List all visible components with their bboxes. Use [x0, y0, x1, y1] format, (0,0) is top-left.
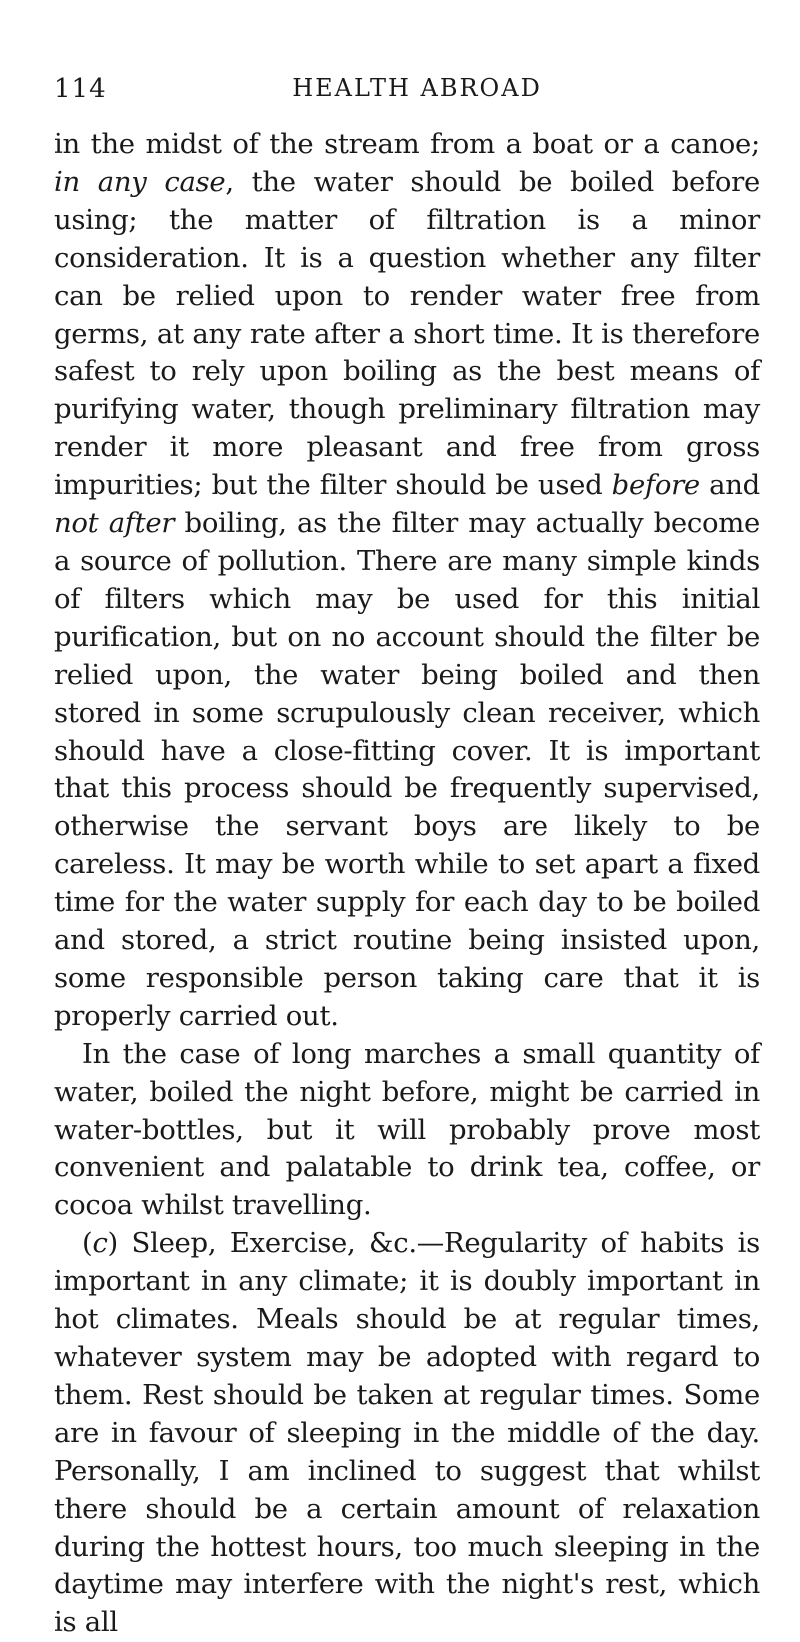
text-segment: ) Sleep, Exercise, &c.—Regularity of habits is important in any climate; it is doubly important in hot climates. Meals should be at regular times, whatever system may be adopted with regard to them. Rest should be taken at regular times. Some are in favour of sleeping in the middle of the day. Personally, I am inclined to suggest that whilst there should be a certain amount of relaxation during the hottest hours, too much sleeping in the daytime may interfere with the night's rest, which is all — [54, 1227, 760, 1639]
italic-segment: before — [611, 469, 700, 502]
paragraph-water-filtration — [54, 126, 760, 1036]
text-segment: , the water should be boiled before using; the matter of filtration is a minor consideration. It is a question whether any filter can be relied upon to render water free from germs, at any rate after a short time. It is therefore safest to rely upon boiling as the best means of purifying water, though preliminary filtration may render it more pleasant and free from gross impurities; but the filter should be used — [54, 165, 760, 502]
italic-segment: c — [92, 1227, 108, 1260]
italic-segment: in any case — [54, 165, 226, 198]
running-head: HEALTH ABROAD — [292, 74, 542, 102]
body-text — [54, 126, 760, 1642]
text-segment: boiling, as the filter may actually become a source of pollution. There are many simple kinds of filters which may be used for this initial purification, but on no account should the filter be relied upon, the water being boiled and then stored in some scrupulously clean receiver, which should have a close-fitting cover. It is important that this process should be frequently supervised, otherwise the servant boys are likely to be careless. It may be worth while to set apart a fixed time for the water supply for each day to be boiled and stored, a strict routine being insisted upon, some responsible person taking care that it is properly carried out. — [54, 507, 761, 1032]
text-segment: and — [699, 469, 760, 502]
page-number: 114 — [54, 74, 107, 104]
paragraph-long-marches — [54, 1036, 760, 1226]
text-segment: In the case of long marches a small quantity of water, boiled the night before, might be carried in water-bottles, but it will probably prove most convenient and palatable to drink tea, coffee, or cocoa whilst travelling. — [54, 1037, 760, 1222]
italic-segment: not after — [54, 507, 175, 540]
page-header — [54, 68, 760, 108]
text-segment: ( — [82, 1227, 93, 1260]
text-segment: in the midst of the stream from a boat or a canoe; — [54, 128, 760, 160]
paragraph-sleep-exercise — [54, 1225, 760, 1642]
